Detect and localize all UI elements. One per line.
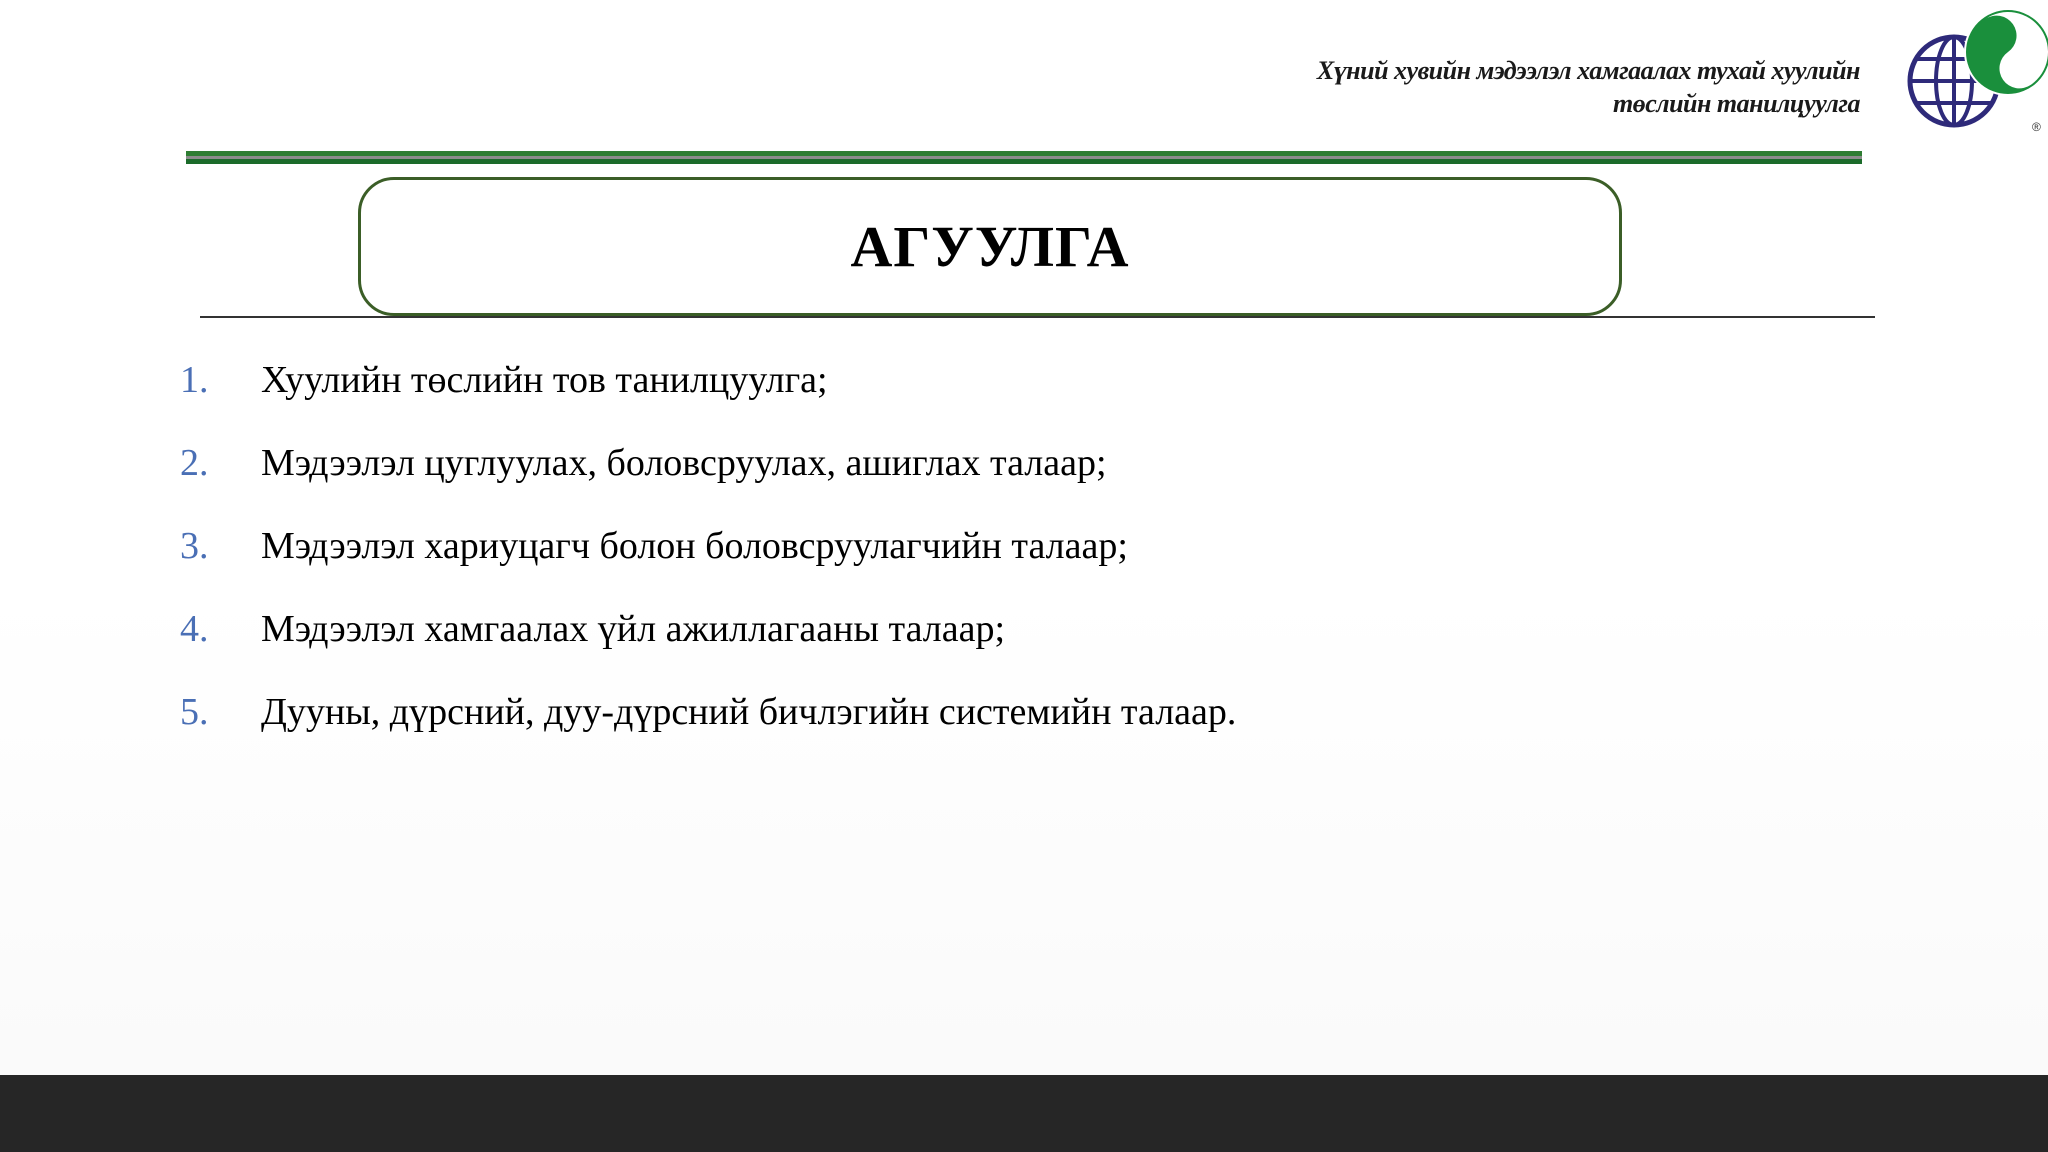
header-title — [960, 54, 1860, 120]
item-number: 2. — [180, 442, 209, 484]
item-number: 1. — [180, 359, 209, 401]
item-text: Мэдээлэл цуглуулах, боловсруулах, ашиглах талаар; — [261, 442, 1107, 484]
heading-box — [358, 177, 1622, 316]
item-text: Дууны, дүрсний, дуу-дүрсний бичлэгийн системийн талаар. — [261, 691, 1237, 733]
heading-underline — [200, 316, 1875, 318]
item-text: Хуулийн төслийн тов танилцуулга; — [261, 359, 828, 401]
list-item — [180, 607, 1680, 690]
page-heading: АГУУЛГА — [850, 214, 1130, 279]
header-title-line-1: Хүний хувийн мэдээлэл хамгаалах тухай хуулийн — [1316, 56, 1860, 85]
item-number: 5. — [180, 691, 209, 733]
registered-mark: ® — [2032, 120, 2041, 134]
item-text: Мэдээлэл хариуцагч болон боловсруулагчийн талаар; — [261, 525, 1128, 567]
header-title-line-2: төслийн танилцуулга — [1612, 89, 1860, 118]
list-item — [180, 441, 1680, 524]
globe-logo-icon — [1898, 4, 2048, 134]
item-text: Мэдээлэл хамгаалах үйл ажиллагааны талаар; — [261, 608, 1006, 650]
contents-list — [180, 358, 1680, 773]
list-item — [180, 358, 1680, 441]
list-item — [180, 690, 1680, 773]
item-number: 3. — [180, 525, 209, 567]
header-divider — [186, 151, 1862, 164]
list-item — [180, 524, 1680, 607]
item-number: 4. — [180, 608, 209, 650]
footer-bar — [0, 1075, 2048, 1152]
